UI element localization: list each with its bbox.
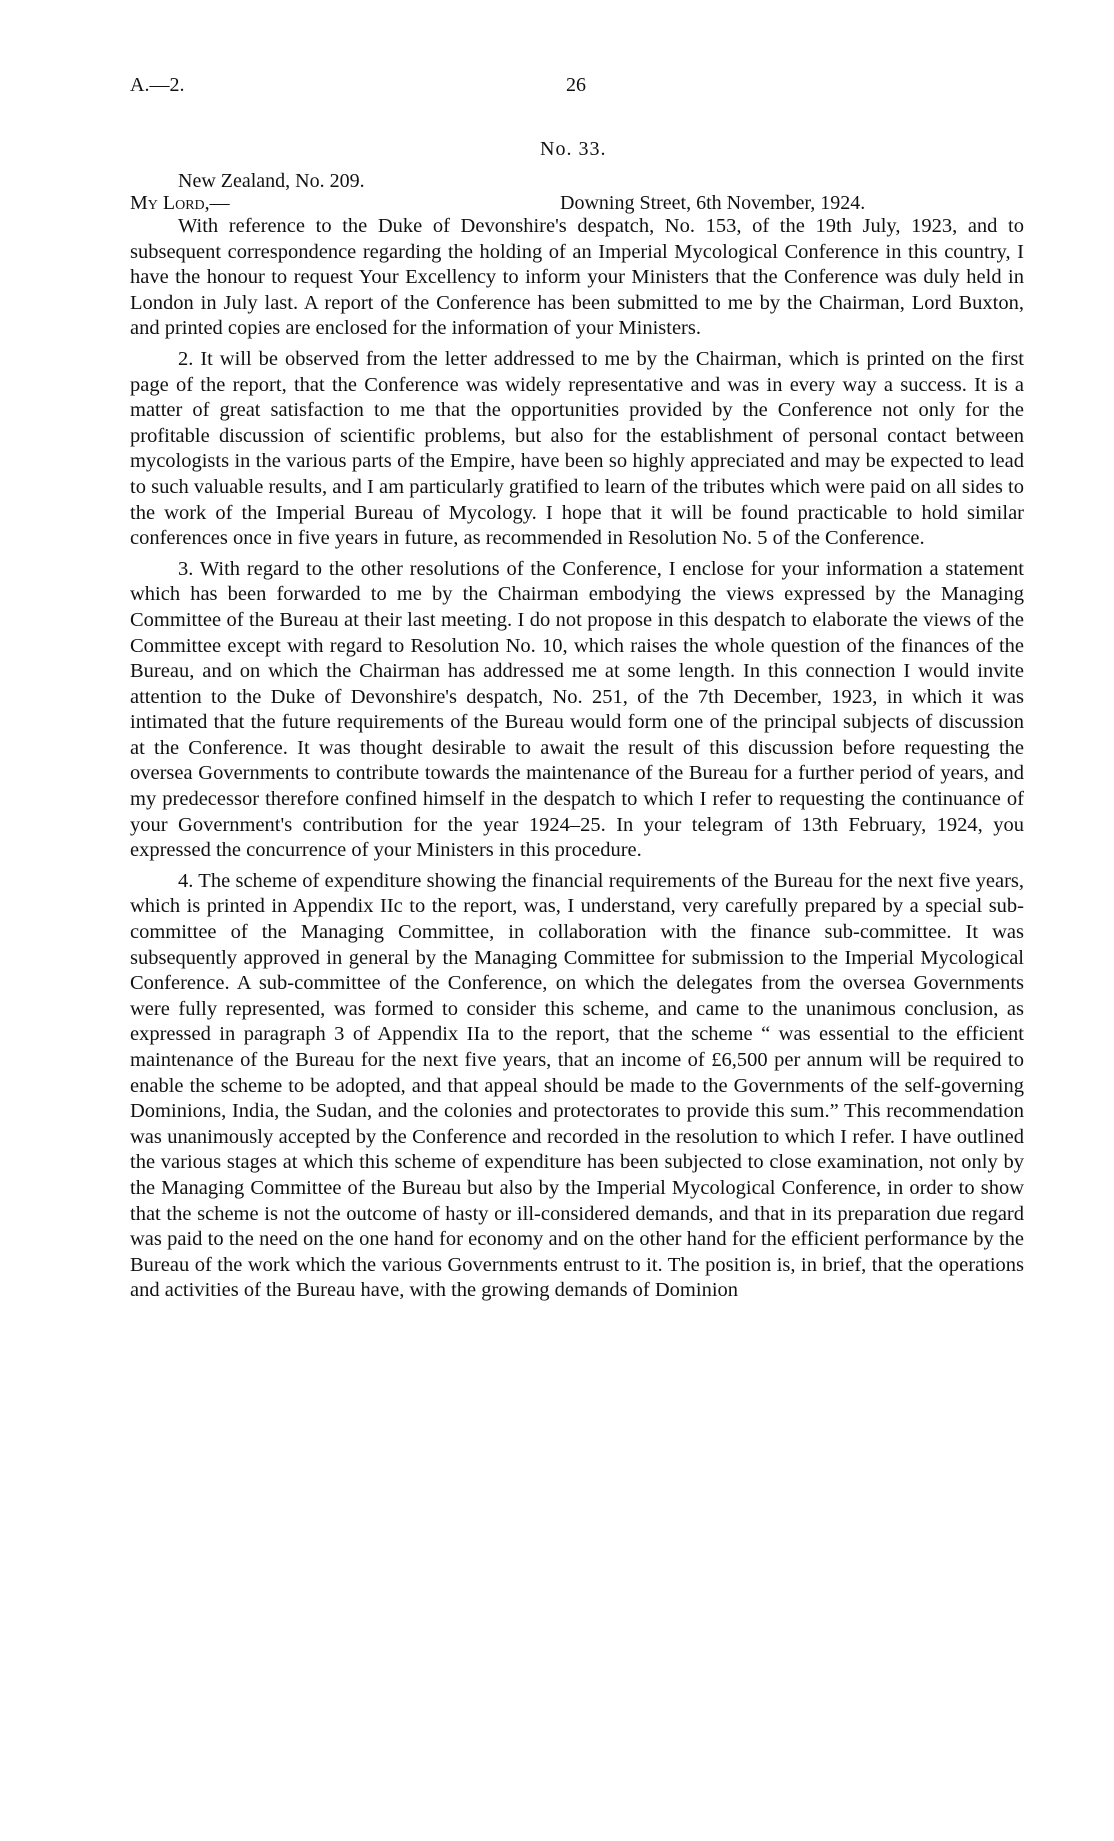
despatch-reference: New Zealand, No. 209. [178,170,365,192]
page-header [130,74,1024,114]
paragraph-1: With reference to the Duke of Devonshire's despatch, No. 153, of the 19th July, 1923, and to subsequent correspondence regarding the holding of an Imperial Mycological Conference in this country, I have the honour to request Your Excellency to inform your Ministers that the Conference was duly held in London in July last. A report of the Conference has been submitted to me by the Chairman, Lord Buxton, and printed copies are enclosed for the information of your Ministers. [130,215,1024,340]
paragraph-4: 4. The scheme of expenditure showing the financial requirements of the Bureau for the next five years, which is printed in Appendix IIc to the report, was, I understand, very carefully prepared by a special sub-committee of the Managing Committee, in collaboration with the finance sub-committee. It was subsequently approved in general by the Managing Committee for submission to the Imperial Mycological Conference. A sub-committee of the Conference, on which the delegates from the oversea Governments were fully represented, was formed to consider this scheme, and came to the unanimous conclusion, as expressed in paragraph 3 of Appendix IIa to the report, that the scheme “ was essential to the efficient maintenance of the Bureau for the next five years, that an income of £6,500 per annum will be required to enable the scheme to be adopted, and that appeal should be made to the Governments of the self-governing Dominions, India, the Sudan, and the colonies and protectorates to provide this sum.” This recommendation was unanimously accepted by the Conference and recorded in the resolution to which I refer. I have outlined the various stages at which this scheme of expenditure has been subjected to close examination, not only by the Managing Committee of the Bureau but also by the Imperial Mycological Conference, in order to show that the scheme is not the outcome of hasty or ill-considered demands, and that in its preparation due regard was paid to the need on the one hand for economy and on the other hand for the efficient performance by the Bureau of the work which the various Governments entrust to it. The position is, in brief, that the operations and activities of the Bureau have, with the growing demands of Dominion [130,869,1024,1302]
salutation: My Lord,— [130,192,230,214]
paper-reference: A.—2. [130,74,185,96]
page-number: 26 [566,74,586,96]
letter-body [130,214,1024,1309]
paragraph-2: 2. It will be observed from the letter addressed to me by the Chairman, which is printed on the first page of the report, that the Conference was widely representative and was in every way a success. It is a matter of great satisfaction to me that the opportunities provided by the Conference not only for the profitable discussion of scientific problems, but also for the establishment of personal contact between mycologists in the various parts of the Empire, have been so highly appreciated and may be expected to lead to such valuable results, and I am particularly gratified to learn of the tributes which were paid on all sides to the work of the Imperial Bureau of Mycology. I hope that it will be found practicable to hold similar conferences once in five years in future, as recommended in Resolution No. 5 of the Conference. [130,347,1024,550]
place-date: Downing Street, 6th November, 1924. [560,192,866,214]
paragraph-3: 3. With regard to the other resolutions of the Conference, I enclose for your information a statement which has been forwarded to me by the Chairman embodying the views expressed by the Managing Committee of the Bureau at their last meeting. I do not propose in this despatch to elaborate the views of the Committee except with regard to Resolution No. 10, which raises the whole question of the finances of the Bureau, and on which the Chairman has addressed me at some length. In this connection I would invite attention to the Duke of Devonshire's despatch, No. 251, of the 7th December, 1923, in which it was intimated that the future requirements of the Bureau would form one of the principal subjects of discussion at the Conference. It was thought desirable to await the result of this discussion before requesting the oversea Governments to contribute towards the maintenance of the Bureau for a further period of years, and my predecessor therefore confined himself in the despatch to which I refer to requesting the continuance of your Government's contribution for the year 1924–25. In your telegram of 13th February, 1924, you expressed the concurrence of your Ministers in this procedure. [130,557,1024,862]
document-number: No. 33. [540,138,607,160]
